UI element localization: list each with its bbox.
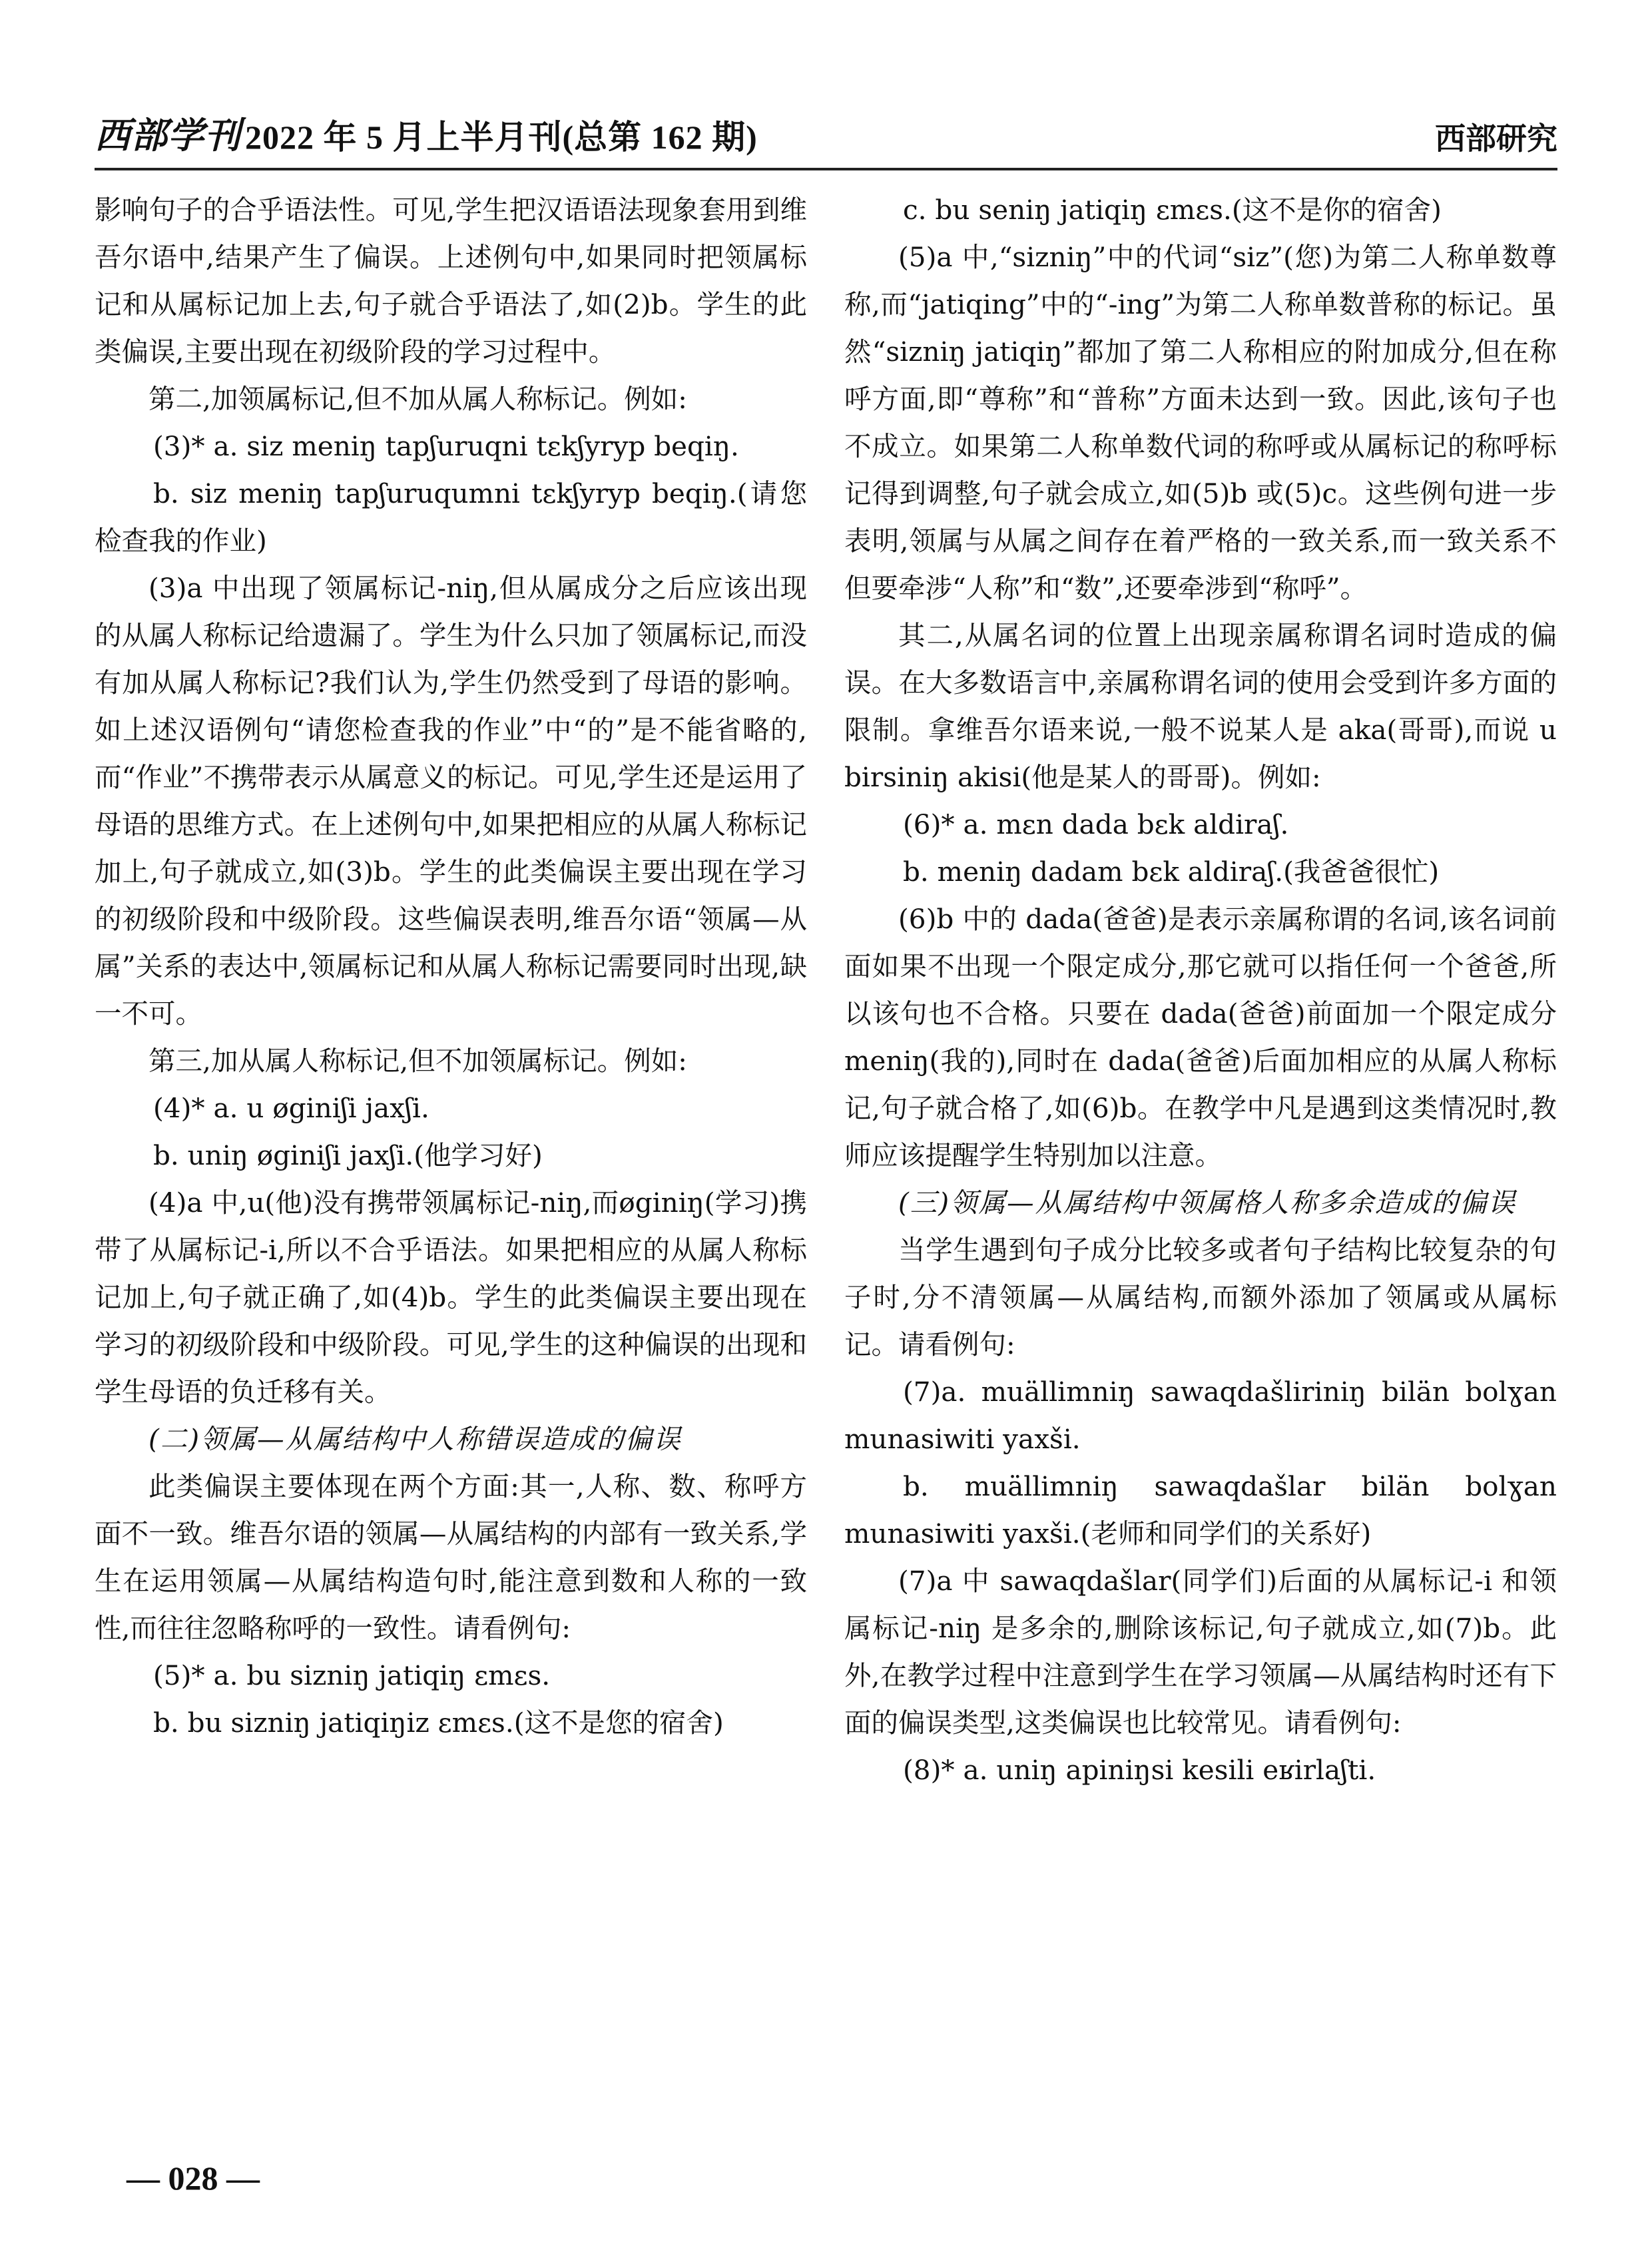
example-sentence: (3)* a. siz meniŋ tapʃuruqni tɛkʃyryp beqiŋ. <box>153 430 739 462</box>
paragraph: (3)a 中出现了领属标记-niŋ,但从属成分之后应该出现的从属人称标记给遗漏了。学生为什么只加了领属标记,而没有加从属人称标记?我们认为,学生仍然受到了母语的影响。如上述汉语例句“请您检查我的作业”中“的”是不能省略的,而“作业”不携带表示从属意义的标记。可见,学生还是运用了母语的思维方式。在上述例句中,如果把相应的从属人称标记加上,句子就成立,如(3)b。学生的此类偏误主要出现在学习的初级阶段和中级阶段。这些偏误表明,维吾尔语“领属—从属”关系的表达中,领属标记和从属人称标记需要同时出现,缺一不可。 <box>95 572 807 1029</box>
paragraph: 第三,加从属人称标记,但不加领属标记。例如: <box>148 1045 687 1077</box>
example-sentence: b. bu sizniŋ jatiqiŋiz ɛmɛs.(这不是您的宿舍) <box>153 1707 724 1739</box>
paragraph: 其二,从属名词的位置上出现亲属称谓名词时造成的偏误。在大多数语言中,亲属称谓名词的使用会受到许多方面的限制。拿维吾尔语来说,一般不说某人是 aka(哥哥),而说 u birsiniŋ akisi(他是某人的哥哥)。例如: <box>844 619 1557 793</box>
paragraph: 此类偏误主要体现在两个方面:其一,人称、数、称呼方面不一致。维吾尔语的领属—从属结构的内部有一致关系,学生在运用领属—从属结构造句时,能注意到数和人称的一致性,而往往忽略称呼的一致性。请看例句: <box>95 1470 807 1644</box>
section-heading: (三)领属—从属结构中领属格人称多余造成的偏误 <box>898 1187 1517 1219</box>
issue-info: 2022 年 5 月上半月刊(总第 162 期) <box>245 119 758 156</box>
example-sentence: b. meniŋ dadam bɛk aldiraʃ.(我爸爸很忙) <box>903 856 1440 888</box>
example-sentence: b. siz meniŋ tapʃuruqumni tɛkʃyryp beqiŋ.(请您检查我的作业) <box>95 477 807 557</box>
example-sentence: b. uniŋ øginiʃi jaxʃi.(他学习好) <box>153 1139 543 1171</box>
right-column <box>844 186 1557 1794</box>
example-sentence: b. muällimniŋ sawaqdašlar bilän bolɣan munasiwiti yaxši.(老师和同学们的关系好) <box>844 1470 1557 1549</box>
paragraph: (6)b 中的 dada(爸爸)是表示亲属称谓的名词,该名词前面如果不出现一个限定成分,那它就可以指任何一个爸爸,所以该句也不合格。只要在 dada(爸爸)前面加一个限定成分 meniŋ(我的),同时在 dada(爸爸)后面加相应的从属人称标记,句子就合格了,如(6)b。在教学中凡是遇到这类情况时,教师应该提醒学生特别加以注意。 <box>844 903 1557 1171</box>
example-sentence: (7)a. muällimniŋ sawaqdašliriniŋ bilän bolɣan munasiwiti yaxši. <box>844 1376 1557 1455</box>
section-title: 西部研究 <box>1435 121 1557 156</box>
example-sentence: c. bu seniŋ jatiqiŋ ɛmɛs.(这不是你的宿舍) <box>903 194 1442 226</box>
page-number: — 028 — <box>127 2159 260 2197</box>
example-sentence: (6)* a. mɛn dada bɛk aldiraʃ. <box>903 808 1289 840</box>
example-sentence: (5)* a. bu sizniŋ jatiqiŋ ɛmɛs. <box>153 1659 551 1691</box>
example-sentence: (4)* a. u øginiʃi jaxʃi. <box>153 1092 429 1124</box>
paragraph: 第二,加领属标记,但不加从属人称标记。例如: <box>148 383 687 415</box>
section-heading: (二)领属—从属结构中人称错误造成的偏误 <box>148 1423 682 1455</box>
journal-logo: 西部学刊 <box>95 116 241 156</box>
page-header <box>95 105 1557 158</box>
paragraph-continued: 影响句子的合乎语法性。可见,学生把汉语语法现象套用到维吾尔语中,结果产生了偏误。上述例句中,如果同时把领属标记和从属标记加上去,句子就合乎语法了,如(2)b。学生的此类偏误,主要出现在初级阶段的学习过程中。 <box>95 194 807 368</box>
paragraph: (7)a 中 sawaqdašlar(同学们)后面的从属标记-i 和领属标记-niŋ 是多余的,删除该标记,句子就成立,如(7)b。此外,在教学过程中注意到学生在学习领属—从属结构时还有下面的偏误类型,这类偏误也比较常见。请看例句: <box>844 1565 1557 1739</box>
example-sentence: (8)* a. uniŋ apiniŋsi kesili eʁirlaʃti. <box>903 1754 1376 1786</box>
paragraph: 当学生遇到句子成分比较多或者句子结构比较复杂的句子时,分不清领属—从属结构,而额外添加了领属或从属标记。请看例句: <box>844 1234 1557 1360</box>
left-column <box>95 186 807 1747</box>
header-rule <box>95 168 1557 170</box>
paragraph: (5)a 中,“sizniŋ”中的代词“siz”(您)为第二人称单数尊称,而“jatiqing”中的“-ing”为第二人称单数普称的标记。虽然“sizniŋ jatiqiŋ”都加了第二人称相应的附加成分,但在称呼方面,即“尊称”和“普称”方面未达到一致。因此,该句子也不成立。如果第二人称单数代词的称呼或从属标记的称呼标记得到调整,句子就会成立,如(5)b 或(5)c。这些例句进一步表明,领属与从属之间存在着严格的一致关系,而一致关系不但要牵涉“人称”和“数”,还要牵涉到“称呼”。 <box>844 241 1557 604</box>
paragraph: (4)a 中,u(他)没有携带领属标记-niŋ,而øginiŋ(学习)携带了从属标记-i,所以不合乎语法。如果把相应的从属人称标记加上,句子就正确了,如(4)b。学生的此类偏误主要出现在学习的初级阶段和中级阶段。可见,学生的这种偏误的出现和学生母语的负迁移有关。 <box>95 1187 807 1408</box>
journal-issue-line <box>95 107 758 158</box>
